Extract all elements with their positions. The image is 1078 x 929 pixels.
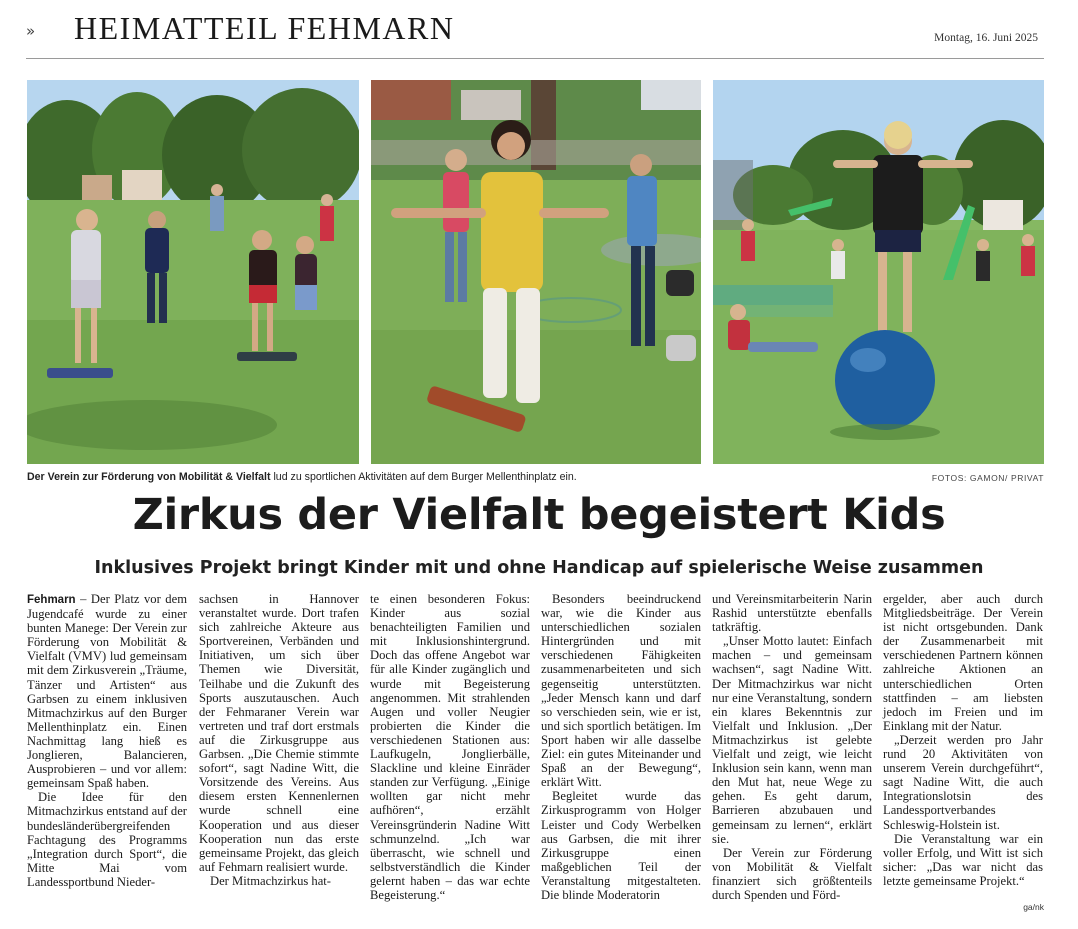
- chevron-right-icon: »: [26, 22, 36, 40]
- article-column-5: [712, 592, 872, 902]
- photo-woman-balance-board: [371, 80, 701, 464]
- article-subheadline: Inklusives Projekt bringt Kinder mit und ohne Handicap auf spielerische Weise zusammen: [94, 558, 984, 578]
- issue-date: Montag, 16. Juni 2025: [934, 32, 1038, 44]
- paragraph: [27, 592, 187, 790]
- photo-caption: [27, 471, 577, 483]
- dateline: Fehmarn: [27, 594, 76, 606]
- article-column-1: [27, 592, 187, 889]
- page-header: [26, 8, 1046, 56]
- article-column-2: [199, 592, 359, 888]
- author-signature: ga/nk: [1023, 902, 1044, 912]
- paragraph: te einen besonderen Fokus: Kinder aus sozial benachteiligten Familien und mit Inklusionshintergrund. Doch das offene Angebot war für alle Kinder zugänglich und wurde mit Begeisterung angenommen. Mit strahlenden Augen und voller Neugier probierten die Kinder die verschiedenen Stationen aus: Laufkugeln, Jonglierbälle, Slackline und kleine Einräder standen zur Verfügung. „Einige wollten gar nicht mehr aufhören“, erzählt Vereinsgründerin Nadine Witt schmunzelnd. „Ich war überrascht, wie schnell und selbstverständlich die Kinder gelernt haben – das war echte Begeisterung.“: [370, 592, 530, 902]
- article-column-6: [883, 592, 1043, 888]
- paragraph: sachsen in Hannover veranstaltet wurde. Dort trafen sich zahlreiche Akteure aus Sportvereinen, Verbänden und Initiativen, um sich über Themen wie Diversität, Teilhabe und die Zukunft des Sports auszutauschen. Auch der Fehmaraner Verein war vertreten und traf dort erstmals auf die Zirkusgruppe aus Garbsen. „Die Chemie stimmte sofort“, sagt Nadine Witt, die Vorsitzende des Vereins. Aus diesem ersten Kennenlernen wurde schnell eine Kooperation und aus dieser Kooperation nun das erste gemeinsame Projekt, das gleich auf Fehmarn realisiert wurde.: [199, 592, 359, 874]
- caption-bold: Der Verein zur Förderung von Mobilität & Vielfalt: [27, 471, 271, 483]
- paragraph: Der Mitmachzirkus hat-: [210, 873, 331, 888]
- article-column-4: [541, 592, 701, 902]
- photo-credit: FOTOS: GAMON/ PRIVAT: [931, 473, 1044, 483]
- article-column-3: [370, 592, 530, 902]
- paragraph: „Unser Motto lautet: Einfach machen – und gemeinsam wachsen“, sagt Nadine Witt. Der Mitmachzirkus war nicht nur eine Veranstaltung, sondern ein klares Bekenntnis zur Vielfalt und Inklusion. „Der Mitmachzirkus ist gelebte Vielfalt und zeigt, wie leicht Inklusion sein kann, wenn man den Mut hat, neue Wege zu gehen. Es geht darum, Barrieren abzubauen und gemeinsam zu lernen“, erklärt sie.: [712, 634, 872, 846]
- paragraph: und Vereinsmitarbeiterin Narin Rashid unterstützte ebenfalls tatkräftig.: [712, 592, 872, 635]
- photo-balance-boards: [27, 80, 359, 464]
- header-divider: [26, 58, 1044, 59]
- paragraph: „Derzeit werden pro Jahr rund 20 Aktivitäten von unserem Verein durchgeführt“, sagt Nadine Witt, die auch Integrationslotsin des Landessportverbandes Schleswig-Holstein ist.: [883, 732, 1043, 832]
- paragraph: Die Idee für den Mitmachzirkus entstand auf der bundesländerübergreifenden Fachtagung des Programms „Integration durch Sport“, die Mitte Mai vom Landessportbund Nieder-: [27, 790, 187, 889]
- paragraph: Begleitet wurde das Zirkusprogramm von Holger Leister und Cody Werbelken aus Garbsen, die mit ihrer Zirkusgruppe einen maßgeblichen Teil der Veranstaltung mitgestalteten. Die blinde Moderatorin: [541, 789, 701, 902]
- paragraph: Besonders beeindruckend war, wie die Kinder aus unterschiedlichen sozialen Hintergründen und mit verschiedenen Fähigkeiten zusammenarbeiteten und sich gegenseitig unterstützten. „Jeder Mensch kann und darf so verschieden sein, wie er ist, und sich sportlich betätigen. Im Sport haben wir alle dasselbe Ziel: ein gutes Miteinander und Spaß an der Bewegung“, erklärt Witt.: [541, 592, 701, 790]
- photo-boy-on-ball: [713, 80, 1044, 464]
- article-headline: Zirkus der Vielfalt begeistert Kids: [132, 490, 946, 540]
- paragraph: Der Verein zur Förderung von Mobilität & Vielfalt finanziert sich größtenteils durch Spenden und Förd-: [712, 845, 872, 902]
- section-title: HEIMATTEIL FEHMARN: [74, 10, 455, 46]
- paragraph-text: – Der Platz vor dem Jugendcafé wurde zu einer bunten Manege: Der Verein zur Förderung von Mobilität & Vielfalt (VMV) lud gemeinsam mit dem Zirkusverein „Träume, Tänzer und Artisten“ aus Garbsen zu einem inklusiven Mitmachzirkus auf den Burger Mellenthinplatz ein. Einen Nachmittag lang hieß es Jonglieren, Balancieren, Ausprobieren – und vor allem: gemeinsam Spaß haben.: [27, 592, 187, 791]
- paragraph: ergelder, aber auch durch Mitgliedsbeiträge. Der Verein ist nicht ortsgebunden. Dank der Zusammenarbeit mit verschiedenen Partnern können zahlreiche Aktionen an unterschiedlichen Orten stattfinden – am liebsten jedoch im Freien und im Einklang mit der Natur.: [883, 592, 1043, 733]
- caption-text: lud zu sportlichen Aktivitäten auf dem Burger Mellenthinplatz ein.: [270, 471, 577, 483]
- paragraph: Die Veranstaltung war ein voller Erfolg, und Witt ist sich sicher: „Das war nicht das letzte gemeinsame Projekt.“: [883, 831, 1043, 888]
